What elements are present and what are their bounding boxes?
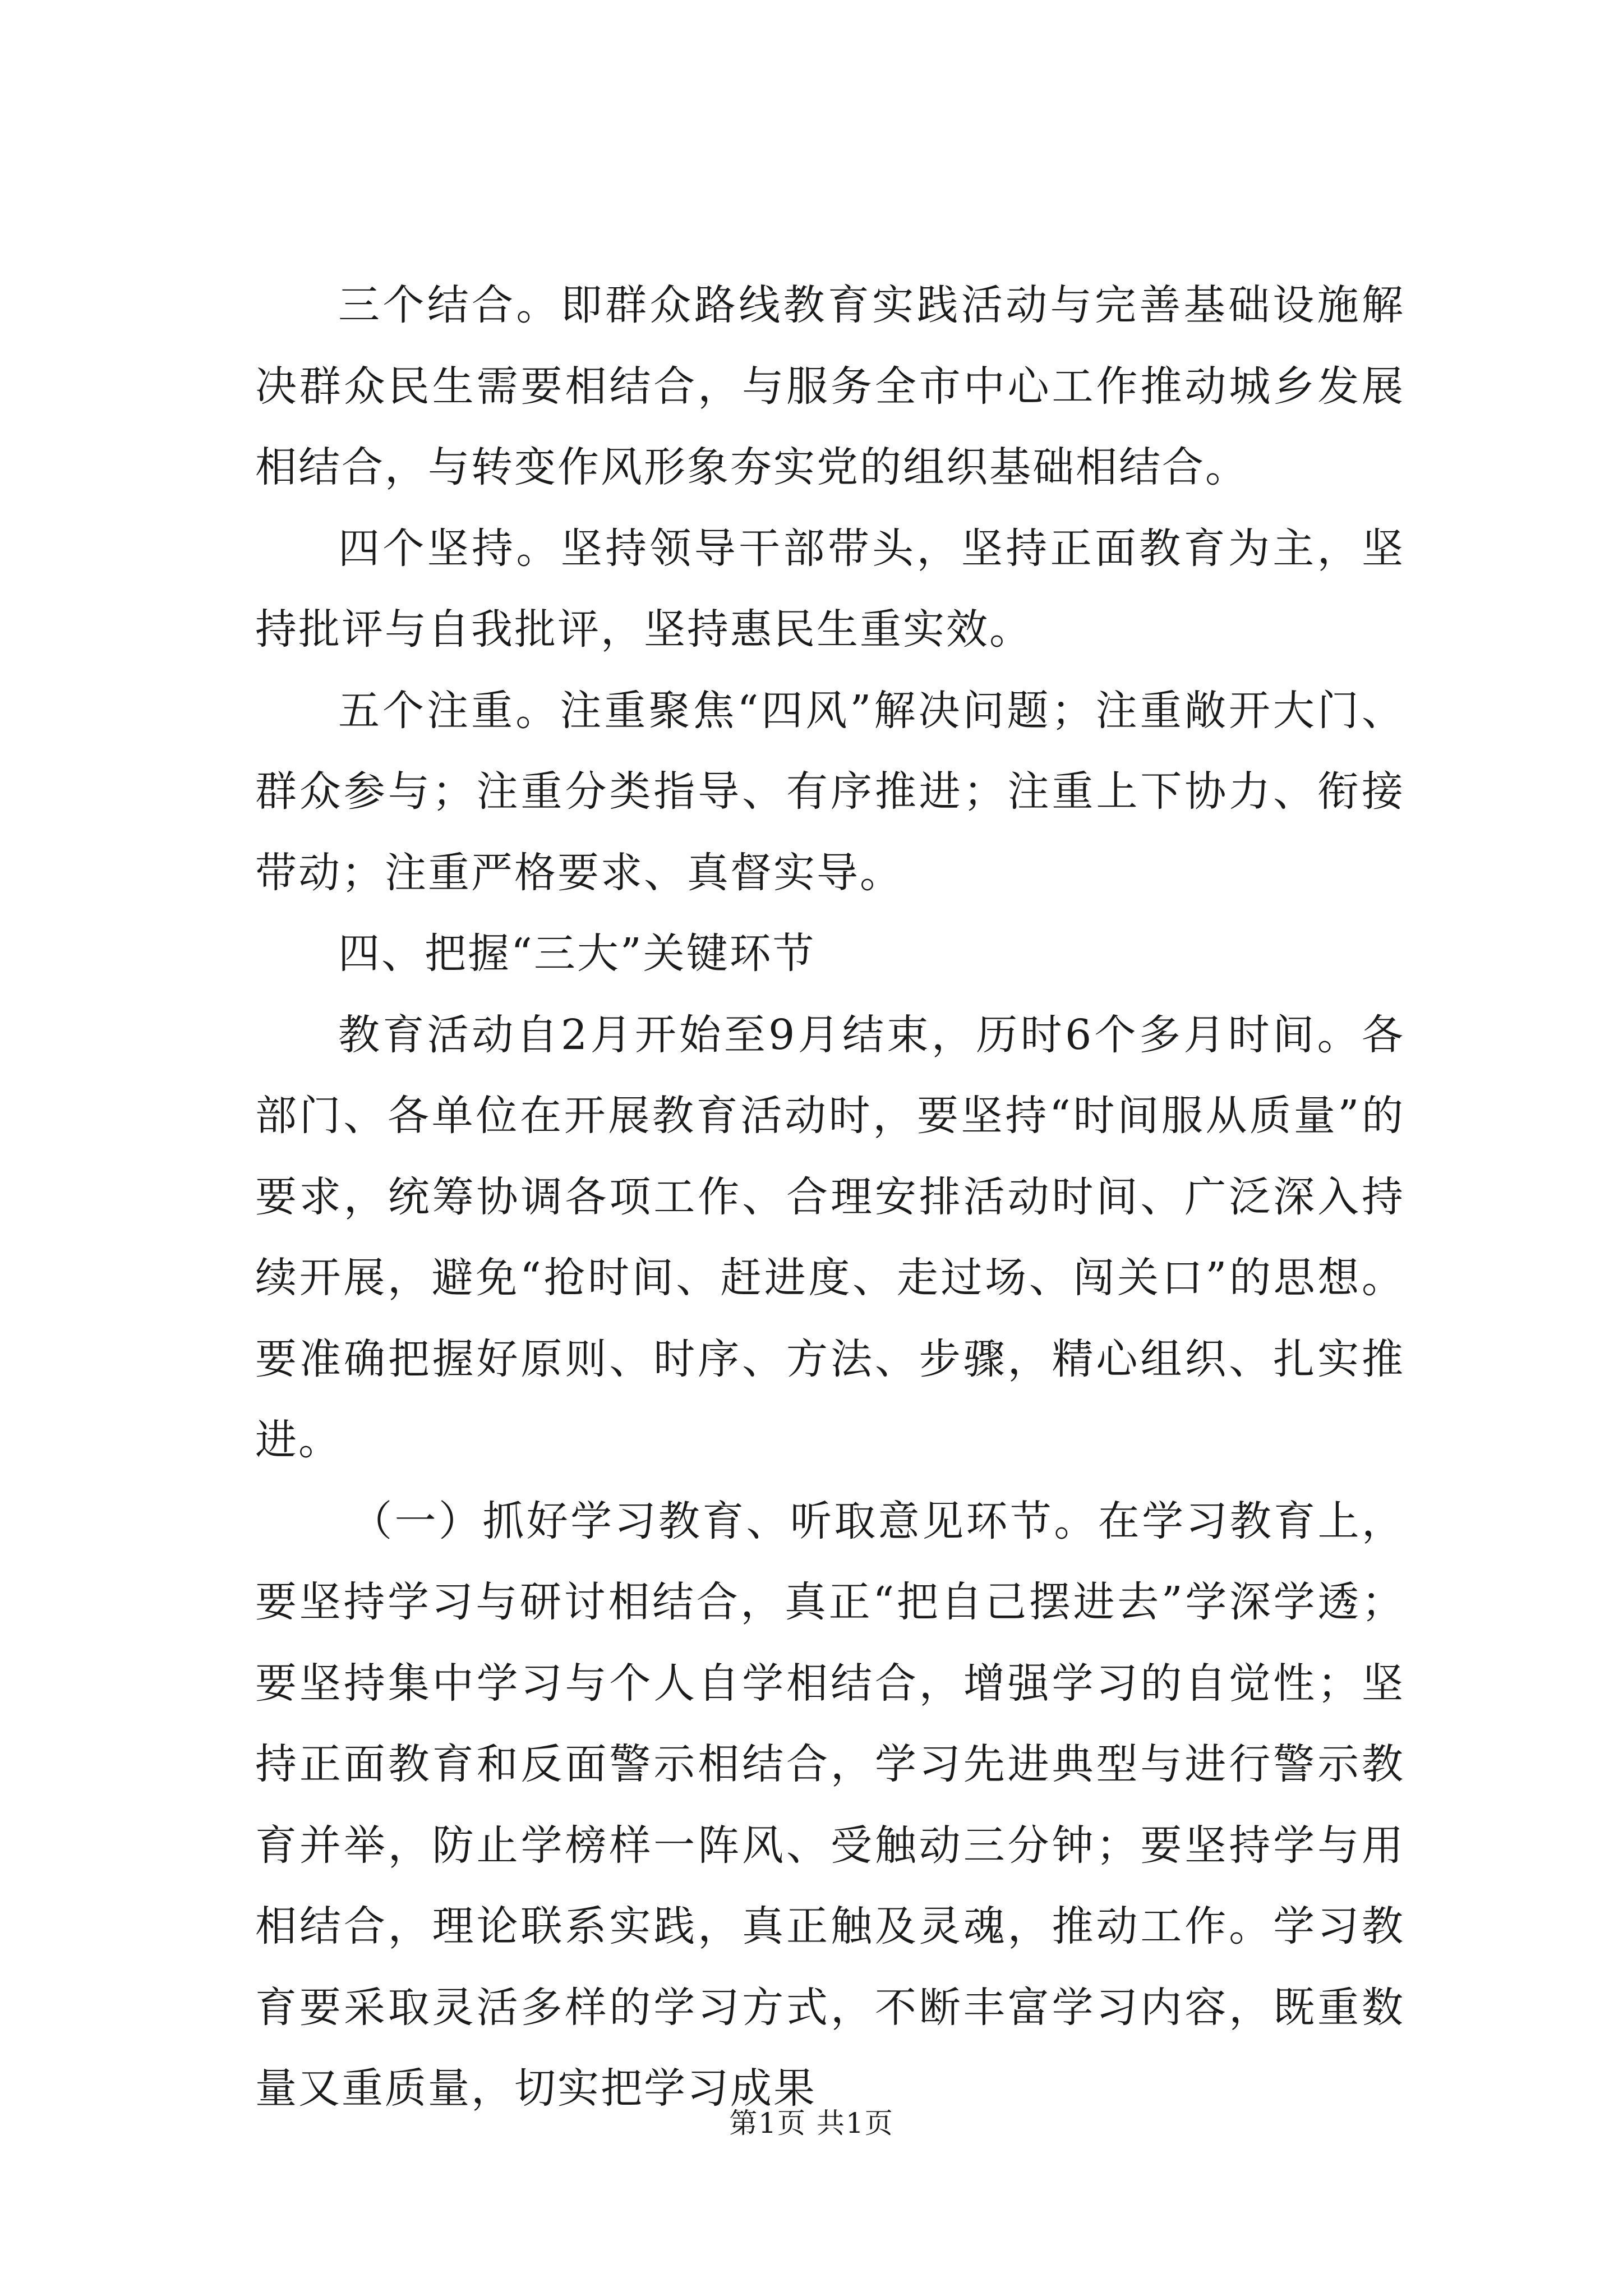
paragraph-timeline: 教育活动自2月开始至9月结束，历时6个多月时间。各部门、各单位在开展教育活动时，要坚持“时间服从质量”的要求，统筹协调各项工作、合理安排活动时间、广泛深入持续开展，避免“抢时间、赶进度、走过场、闯关口”的思想。要准确把握好原则、时序、方法、步骤，精心组织、扎实推进。	[255, 1010, 1405, 1464]
paragraph-study-education: （一）抓好学习教育、听取意见环节。在学习教育上，要坚持学习与研讨相结合，真正“把自己摆进去”学深学透；要坚持集中学习与个人自学相结合，增强学习的自觉性；坚持正面教育和反面警示相结合，学习先进典型与进行警示教育并举，防止学榜样一阵风、受触动三分钟；要坚持学与用相结合，理论联系实践，真正触及灵魂，推动工作。学习教育要采取灵活多样的学习方式，不断丰富学习内容，既重数量又重质量，切实把学习成果	[255, 1497, 1405, 2113]
paragraph-five-emphases: 五个注重。注重聚焦“四风”解决问题；注重敞开大门、群众参与；注重分类指导、有序推进；注重上下协力、衔接带动；注重严格要求、真督实导。	[255, 686, 1405, 897]
paragraph-four-adherences: 四个坚持。坚持领导干部带头，坚持正面教育为主，坚持批评与自我批评，坚持惠民生重实效。	[255, 524, 1405, 654]
section-heading: 四、把握“三大”关键环节	[338, 930, 816, 978]
paragraph-three-combinations: 三个结合。即群众路线教育实践活动与完善基础设施解决群众民生需要相结合，与服务全市中心工作推动城乡发展相结合，与转变作风形象夯实党的组织基础相结合。	[255, 281, 1405, 491]
page-number-footer: 第1页 共1页	[729, 2107, 894, 2139]
document-body	[255, 265, 1405, 2129]
